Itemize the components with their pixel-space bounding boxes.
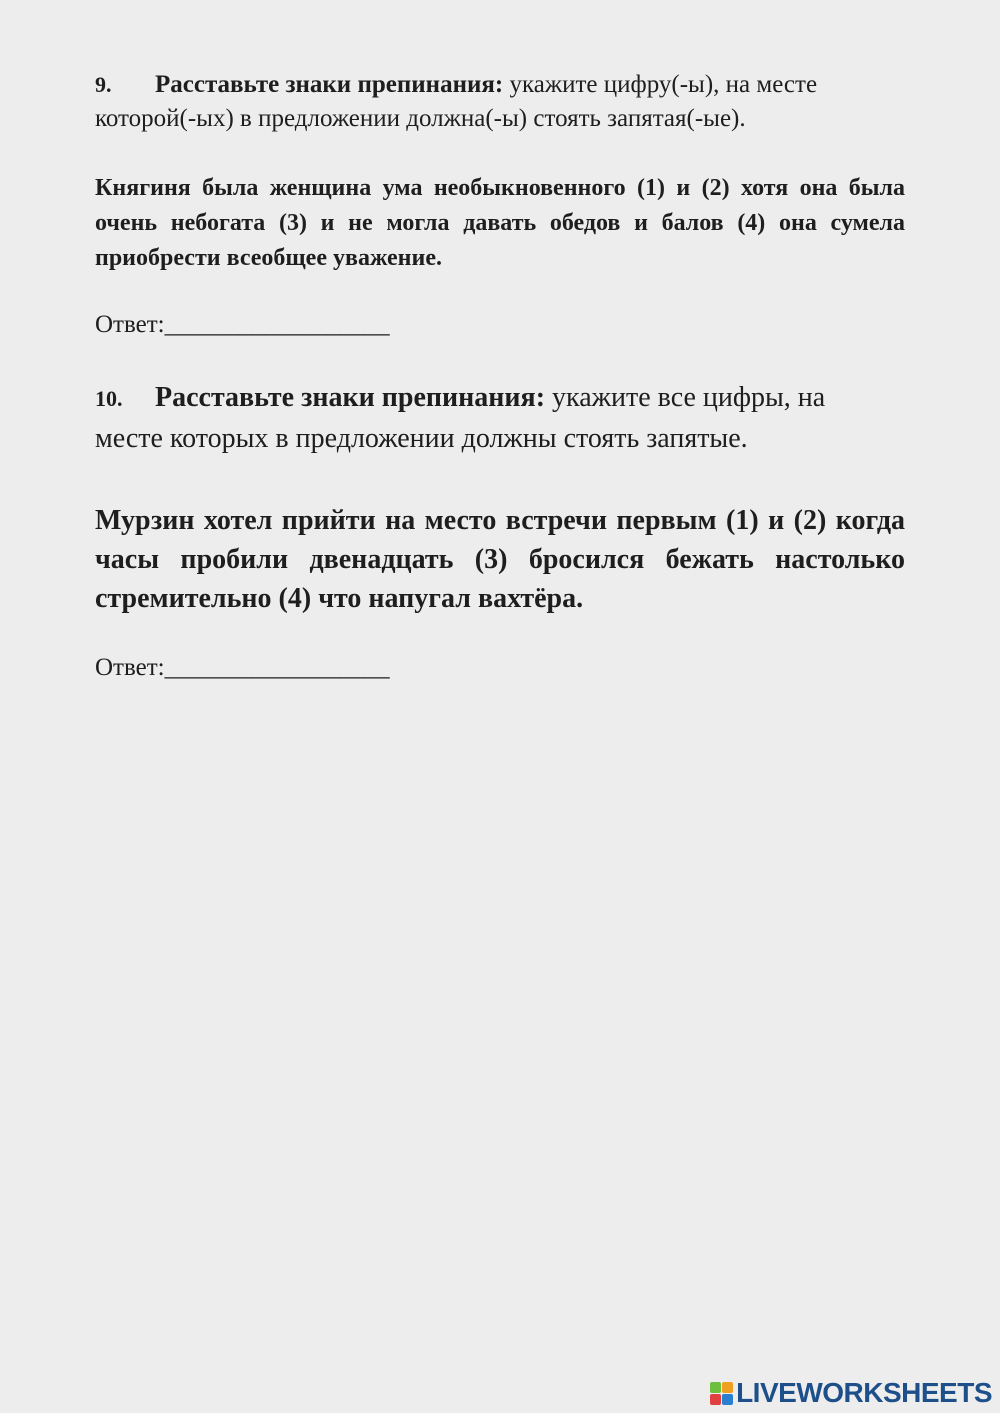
logo-text: LIVEWORKSHEETS (736, 1377, 992, 1408)
task-10-sentence: Мурзин хотел прийти на место встречи первым (1) и (2) когда часы пробили двенадцать (3) бросился бежать настолько стремительно (4) что напугал вахтёра. (95, 505, 905, 614)
task-9-sentence: Княгиня была женщина ума необыкновенного (1) и (2) хотя она была очень небогата (3) и не могла давать обедов и балов (4) она сумела приобрести всеобщее уважение. (95, 175, 905, 271)
task-10-answer (95, 653, 390, 683)
task-9-answer-label: Ответ: (95, 311, 165, 338)
task-9-answer (95, 310, 390, 340)
task-10-instruction (95, 378, 895, 459)
task-9-number: 9. (95, 72, 112, 97)
task-10-answer-field[interactable]: __________________ (164, 654, 390, 681)
task-10-answer-label: Ответ: (95, 654, 165, 681)
logo-mark-square (722, 1382, 733, 1393)
task-10-instruction-text: укажите все цифры, на месте которых в предложении должны стоять запятые. (95, 382, 826, 454)
task-9-answer-field[interactable]: __________________ (164, 311, 390, 338)
task-10-instruction-bold: Расставьте знаки препинания: (155, 382, 546, 413)
logo-mark-icon (710, 1382, 733, 1405)
task-9-instruction-text: укажите цифру(-ы), на месте которой(-ых) в предложении должна(-ы) стоять запятая(-ые). (95, 71, 818, 132)
task-10-number: 10. (95, 386, 123, 411)
logo-mark-square (722, 1394, 733, 1405)
liveworksheets-logo[interactable] (710, 1378, 992, 1408)
logo-mark-square (710, 1394, 721, 1405)
task-9-instruction (95, 68, 885, 136)
task-9-instruction-bold: Расставьте знаки препинания: (155, 71, 504, 98)
logo-mark-square (710, 1382, 721, 1393)
